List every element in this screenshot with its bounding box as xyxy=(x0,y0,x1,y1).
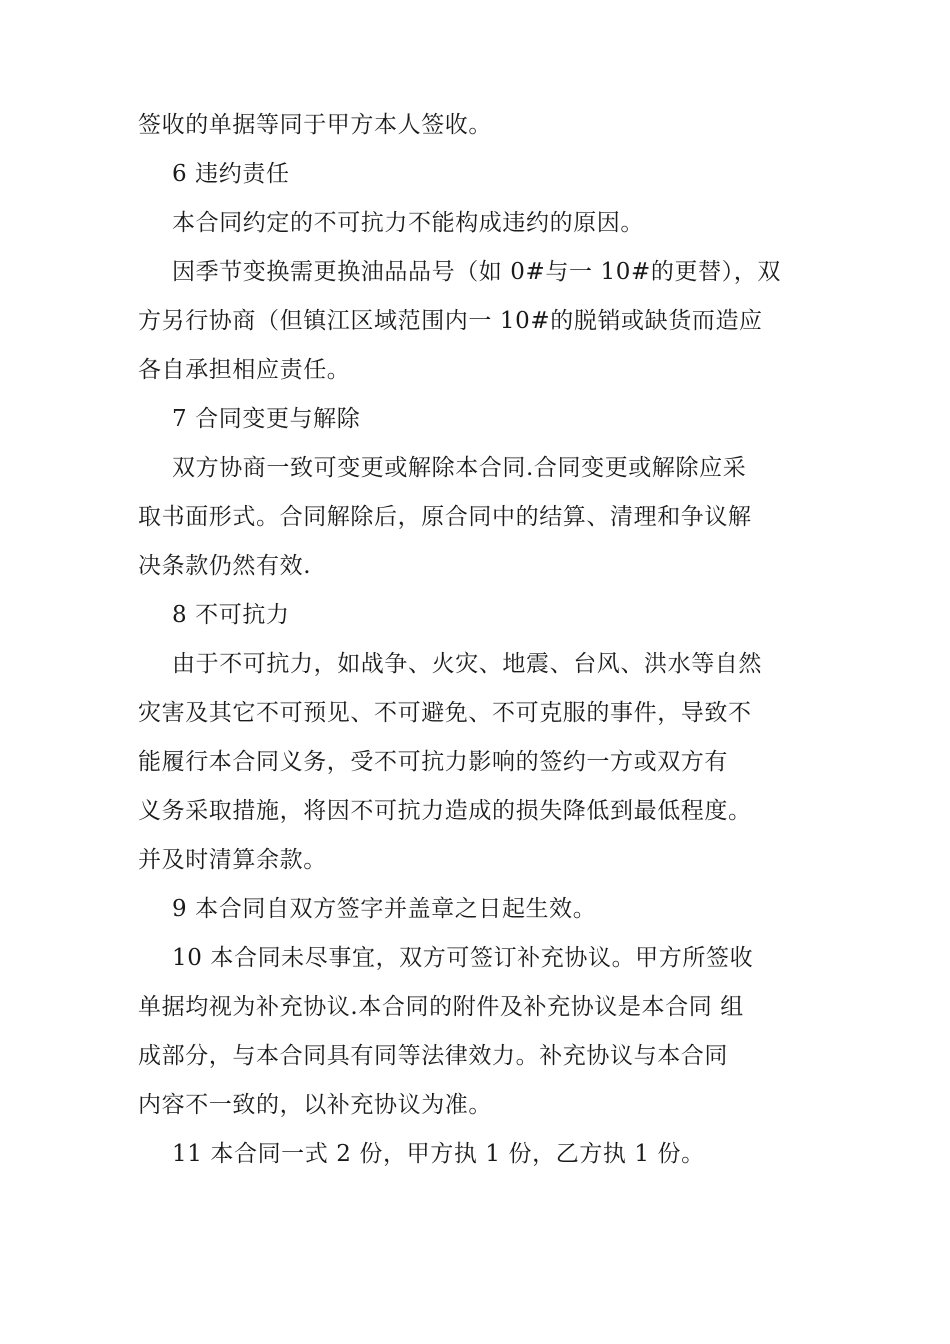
paragraph-line: 各自承担相应责任。 xyxy=(138,357,351,383)
paragraph-line: 双方协商一致可变更或解除本合同.合同变更或解除应采 xyxy=(172,455,747,481)
paragraph-line: 灾害及其它不可预见、不可避免、不可克服的事件，导致不 xyxy=(138,700,752,726)
section-heading-force-majeure: 8 不可抗力 xyxy=(172,602,290,628)
section-heading-breach: 6 违约责任 xyxy=(172,161,290,187)
paragraph-line: 成部分，与本合同具有同等法律效力。补充协议与本合同 xyxy=(138,1043,728,1069)
paragraph-line: 内容不一致的，以补充协议为准。 xyxy=(138,1092,492,1118)
paragraph-line: 并及时清算余款。 xyxy=(138,847,327,873)
paragraph-line: 单据均视为补充协议.本合同的附件及补充协议是本合同 组 xyxy=(138,994,744,1020)
section-heading-change: 7 合同变更与解除 xyxy=(172,406,361,432)
paragraph-line: 由于不可抗力，如战争、火灾、地震、台风、洪水等自然 xyxy=(172,651,762,677)
clause-9: 9 本合同自双方签字并盖章之日起生效。 xyxy=(172,896,597,922)
text-line: 签收的单据等同于甲方本人签收。 xyxy=(138,112,492,138)
clause-11: 11 本合同一式 2 份，甲方执 1 份，乙方执 1 份。 xyxy=(172,1141,705,1167)
document-page xyxy=(138,101,818,1179)
paragraph-line: 方另行协商（但镇江区域范围内一 10#的脱销或缺货而造应 xyxy=(138,308,763,334)
paragraph-line: 决条款仍然有效. xyxy=(138,553,312,579)
paragraph-line: 取书面形式。合同解除后，原合同中的结算、清理和争议解 xyxy=(138,504,752,530)
paragraph-line: 本合同约定的不可抗力不能构成违约的原因。 xyxy=(172,210,644,236)
paragraph-line: 能履行本合同义务，受不可抗力影响的签约一方或双方有 xyxy=(138,749,728,775)
clause-10: 10 本合同未尽事宜，双方可签订补充协议。甲方所签收 xyxy=(172,945,754,971)
paragraph-line: 因季节变换需更换油品品号（如 0#与一 10#的更替），双 xyxy=(172,259,781,285)
paragraph-line: 义务采取措施，将因不可抗力造成的损失降低到最低程度。 xyxy=(138,798,752,824)
